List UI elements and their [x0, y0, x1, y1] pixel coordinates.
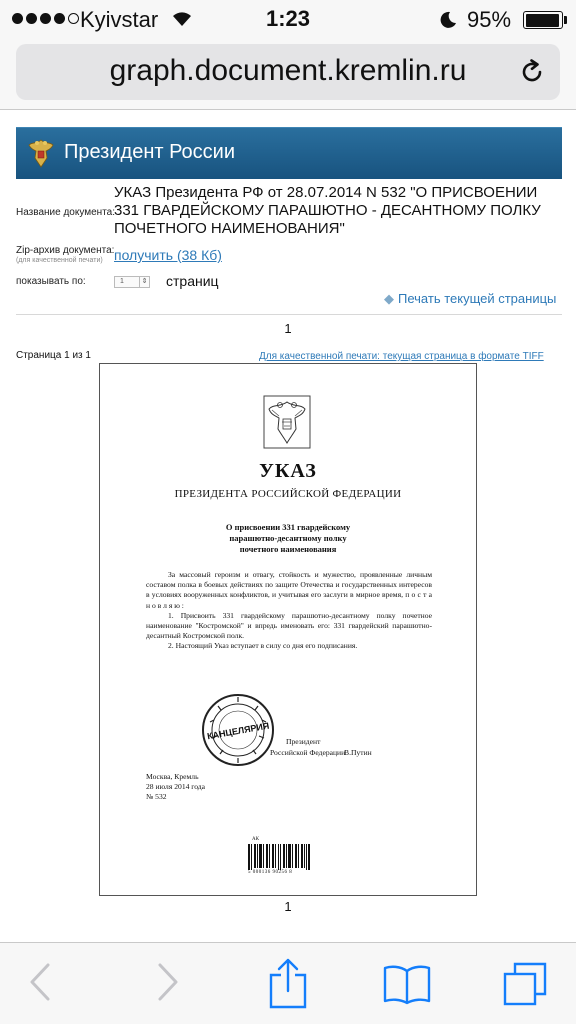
decree-heading-line: парашютно-десантному полку — [229, 533, 347, 543]
zip-archive-label: Zip-архив документа: — [16, 245, 115, 256]
site-title[interactable]: Президент России — [64, 141, 236, 163]
decree-body — [146, 570, 432, 652]
coat-of-arms-icon — [26, 136, 56, 170]
share-icon[interactable] — [268, 957, 308, 1009]
bookmarks-icon[interactable] — [382, 963, 432, 1005]
decree-title: УКАЗ — [259, 460, 317, 482]
decree-paragraph: 2. Настоящий Указ вступает в силу со дня его подписания. — [168, 641, 358, 651]
decree-heading-line: почетного наименования — [239, 544, 337, 554]
reload-icon[interactable] — [518, 58, 546, 86]
carrier-name: Kyivstar — [80, 7, 159, 32]
decree-heading — [100, 522, 476, 555]
battery-icon — [523, 11, 563, 29]
stamp-label: КАНЦЕЛЯРИЯ — [206, 720, 270, 742]
site-header[interactable] — [16, 127, 562, 179]
do-not-disturb-icon — [438, 10, 458, 30]
decree-paragraph: За массовый героизм и отвагу, стойкость и мужество, проявленные личным составом полка в боевых действиях по защите Отечества и государственных интересов в условиях вооруженных конфликтов, и учитывая его заслуги в мирное время, п о с т а н о в л я ю : — [146, 570, 432, 610]
forward-icon[interactable] — [156, 961, 180, 1003]
show-per-page-label: показывать по: — [16, 276, 86, 287]
barcode — [248, 844, 310, 870]
back-icon[interactable] — [28, 961, 52, 1003]
decree-subtitle: ПРЕЗИДЕНТА РОССИЙСКОЙ ФЕДЕРАЦИИ — [174, 488, 402, 500]
signatory-title: Российской Федерации — [270, 748, 346, 757]
print-bullet-icon: ◆ — [384, 291, 394, 306]
coat-of-arms-icon — [262, 394, 312, 450]
print-page-link[interactable] — [384, 291, 556, 307]
pages-per-view-input[interactable]: 1 — [114, 276, 150, 288]
url-text[interactable]: graph.document.kremlin.ru — [109, 54, 467, 87]
page-counter: Страница 1 из 1 — [16, 350, 91, 361]
pages-stepper-icon[interactable]: ⇕ — [139, 277, 149, 287]
tabs-icon[interactable] — [502, 961, 548, 1007]
scanned-document — [99, 363, 477, 896]
pager-bottom[interactable]: 1 — [284, 899, 292, 914]
document-name-label: Название документа: — [16, 207, 116, 218]
decree-paragraph: 1. Присвоить 331 гвардейскому парашютно-десантному полку почетное наименование "Костромской" и впредь именовать его: 331 гвардейский парашютно-десантный Костромской полк. — [146, 610, 432, 641]
decree-date: 28 июля 2014 года — [146, 782, 206, 791]
zip-download-link[interactable]: получить (38 Кб) — [114, 247, 222, 263]
official-stamp — [200, 692, 276, 768]
barcode-number: 5 000136 90256 8 — [248, 870, 293, 875]
decree-place-date — [146, 772, 205, 802]
barcode-mark: АК — [252, 837, 259, 842]
decree-place: Москва, Кремль — [146, 772, 199, 781]
decree-number: № 532 — [146, 792, 167, 801]
zip-archive-sublabel: (для качественной печати) — [16, 257, 103, 264]
tiff-download-link[interactable]: Для качественной печати: текущая страница в формате TIFF — [259, 351, 544, 362]
battery-tip — [564, 16, 567, 24]
document-name: УКАЗ Президента РФ от 28.07.2014 N 532 "О ПРИСВОЕНИИ 331 ГВАРДЕЙСКОМУ ПАРАШЮТНО - ДЕСАНТНОМУ ПОЛКУ ПОЧЕТНОГО НАИМЕНОВАНИЯ" — [114, 184, 541, 237]
print-page-link-text[interactable]: Печать текущей страницы — [398, 291, 557, 306]
browser-address-area — [0, 40, 576, 110]
pages-unit-label: страниц — [166, 273, 219, 289]
status-bar — [0, 0, 576, 40]
decree-heading-line: О присвоении 331 гвардейскому — [225, 522, 351, 532]
clock: 1:23 — [265, 6, 311, 31]
divider — [16, 314, 562, 315]
signatory-title: Президент — [286, 737, 321, 746]
pager-top[interactable]: 1 — [284, 321, 292, 336]
browser-toolbar — [0, 942, 576, 1024]
battery-percent: 95% — [467, 7, 512, 32]
signatory-name: В.Путин — [344, 748, 372, 757]
address-bar[interactable] — [16, 44, 560, 100]
